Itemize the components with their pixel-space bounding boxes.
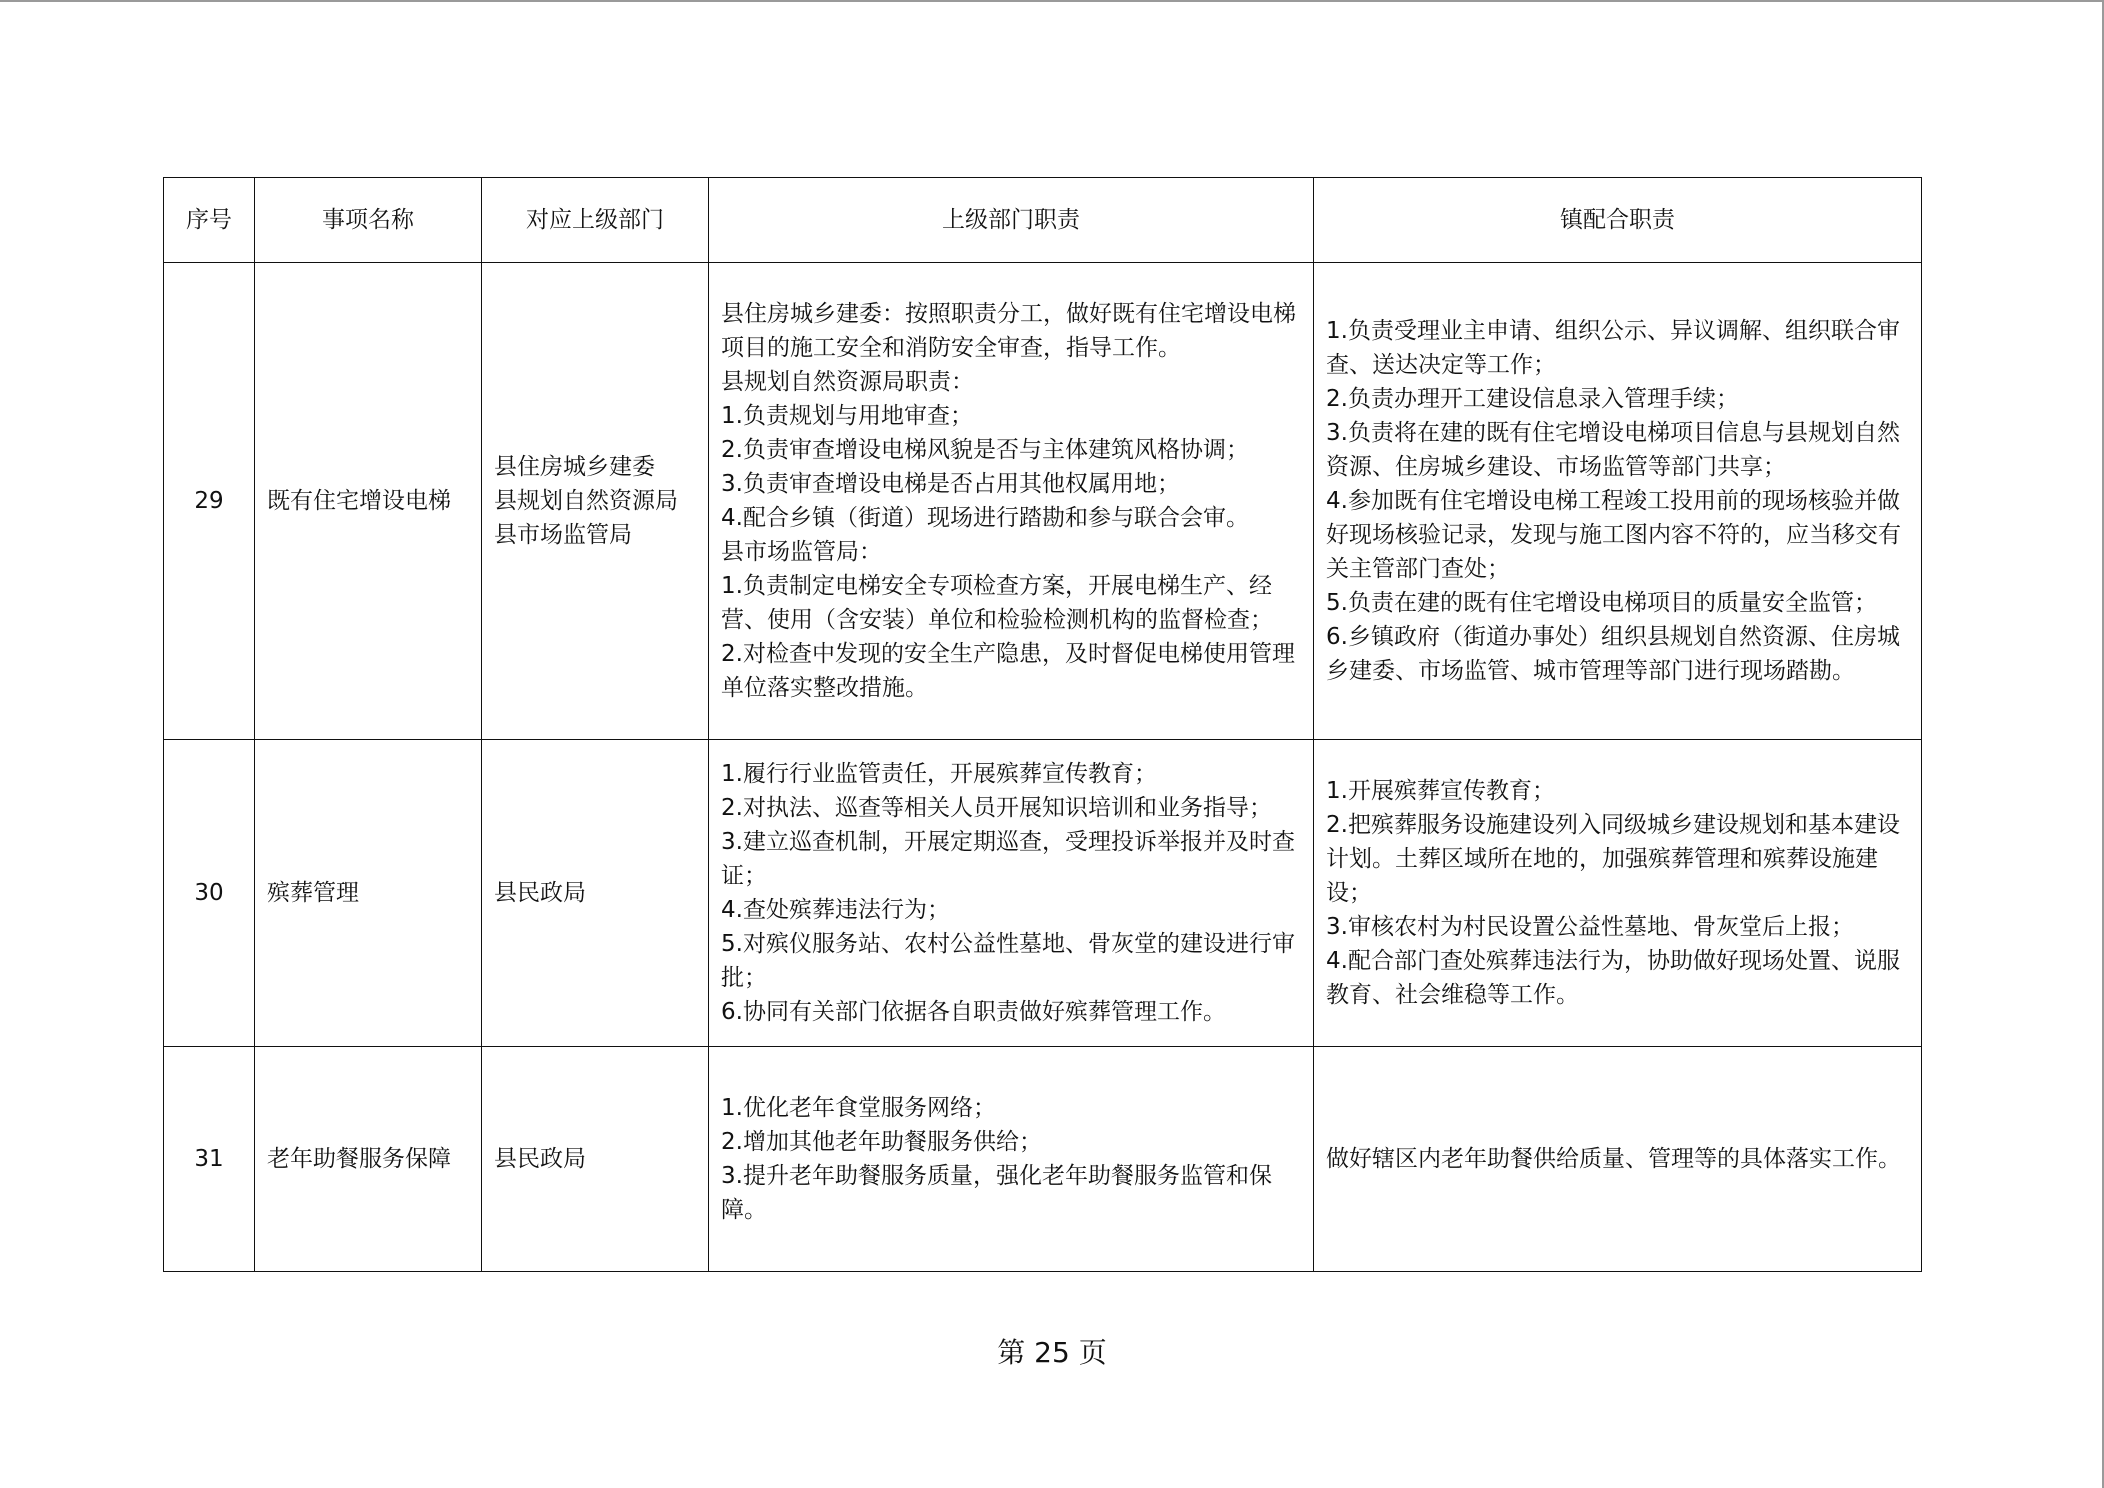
table-header-row [164, 178, 1922, 263]
upper-department-duty: 1.履行行业监管责任，开展殡葬宣传教育； 2.对执法、巡查等相关人员开展知识培训和业务指导； 3.建立巡查机制，开展定期巡查，受理投诉举报并及时查证； 4.查处殡葬违法行为； 5.对殡仪服务站、农村公益性墓地、骨灰堂的建设进行审批； 6.协同有关部门依据各自职责做好殡葬管理工作。 [709, 740, 1314, 1047]
item-name: 老年助餐服务保障 [255, 1047, 482, 1272]
duty-table [163, 177, 1922, 1272]
town-cooperation-duty: 1.开展殡葬宣传教育； 2.把殡葬服务设施建设列入同级城乡建设规划和基本建设计划。土葬区域所在地的，加强殡葬管理和殡葬设施建设； 3.审核农村为村民设置公益性墓地、骨灰堂后上报； 4.配合部门查处殡葬违法行为，协助做好现场处置、说服教育、社会维稳等工作。 [1314, 740, 1922, 1047]
header-upper-duty: 上级部门职责 [709, 178, 1314, 263]
item-name: 既有住宅增设电梯 [255, 263, 482, 740]
upper-department: 县民政局 [482, 1047, 709, 1272]
row-number: 29 [164, 263, 255, 740]
header-town-duty: 镇配合职责 [1314, 178, 1922, 263]
town-cooperation-duty: 1.负责受理业主申请、组织公示、异议调解、组织联合审查、送达决定等工作； 2.负责办理开工建设信息录入管理手续； 3.负责将在建的既有住宅增设电梯项目信息与县规划自然资源、住房城乡建设、市场监管等部门共享； 4.参加既有住宅增设电梯工程竣工投用前的现场核验并做好现场核验记录，发现与施工图内容不符的，应当移交有关主管部门查处； 5.负责在建的既有住宅增设电梯项目的质量安全监管； 6.乡镇政府（街道办事处）组织县规划自然资源、住房城乡建委、市场监管、城市管理等部门进行现场踏勘。 [1314, 263, 1922, 740]
item-name: 殡葬管理 [255, 740, 482, 1047]
page-number: 第 25 页 [997, 1336, 1107, 1369]
header-no: 序号 [164, 178, 255, 263]
upper-department-duty: 1.优化老年食堂服务网络； 2.增加其他老年助餐服务供给； 3.提升老年助餐服务质量，强化老年助餐服务监管和保障。 [709, 1047, 1314, 1272]
table-row [164, 263, 1922, 740]
department-line: 县规划自然资源局 [494, 488, 678, 514]
row-number: 31 [164, 1047, 255, 1272]
header-dept: 对应上级部门 [482, 178, 709, 263]
header-name: 事项名称 [255, 178, 482, 263]
upper-department: 县民政局 [482, 740, 709, 1047]
row-number: 30 [164, 740, 255, 1047]
table-row [164, 740, 1922, 1047]
department-line: 县市场监管局 [494, 522, 632, 548]
page-border-top [0, 0, 2104, 2]
town-cooperation-duty: 做好辖区内老年助餐供给质量、管理等的具体落实工作。 [1314, 1047, 1922, 1272]
upper-department [482, 263, 709, 740]
upper-department-duty: 县住房城乡建委：按照职责分工，做好既有住宅增设电梯项目的施工安全和消防安全审查，指导工作。 县规划自然资源局职责： 1.负责规划与用地审查； 2.负责审查增设电梯风貌是否与主体建筑风格协调； 3.负责审查增设电梯是否占用其他权属用地； 4.配合乡镇（街道）现场进行踏勘和参与联合会审。 县市场监管局： 1.负责制定电梯安全专项检查方案，开展电梯生产、经营、使用（含安装）单位和检验检测机构的监督检查； 2.对检查中发现的安全生产隐患，及时督促电梯使用管理单位落实整改措施。 [709, 263, 1314, 740]
table-row [164, 1047, 1922, 1272]
department-line: 县住房城乡建委 [494, 454, 655, 480]
